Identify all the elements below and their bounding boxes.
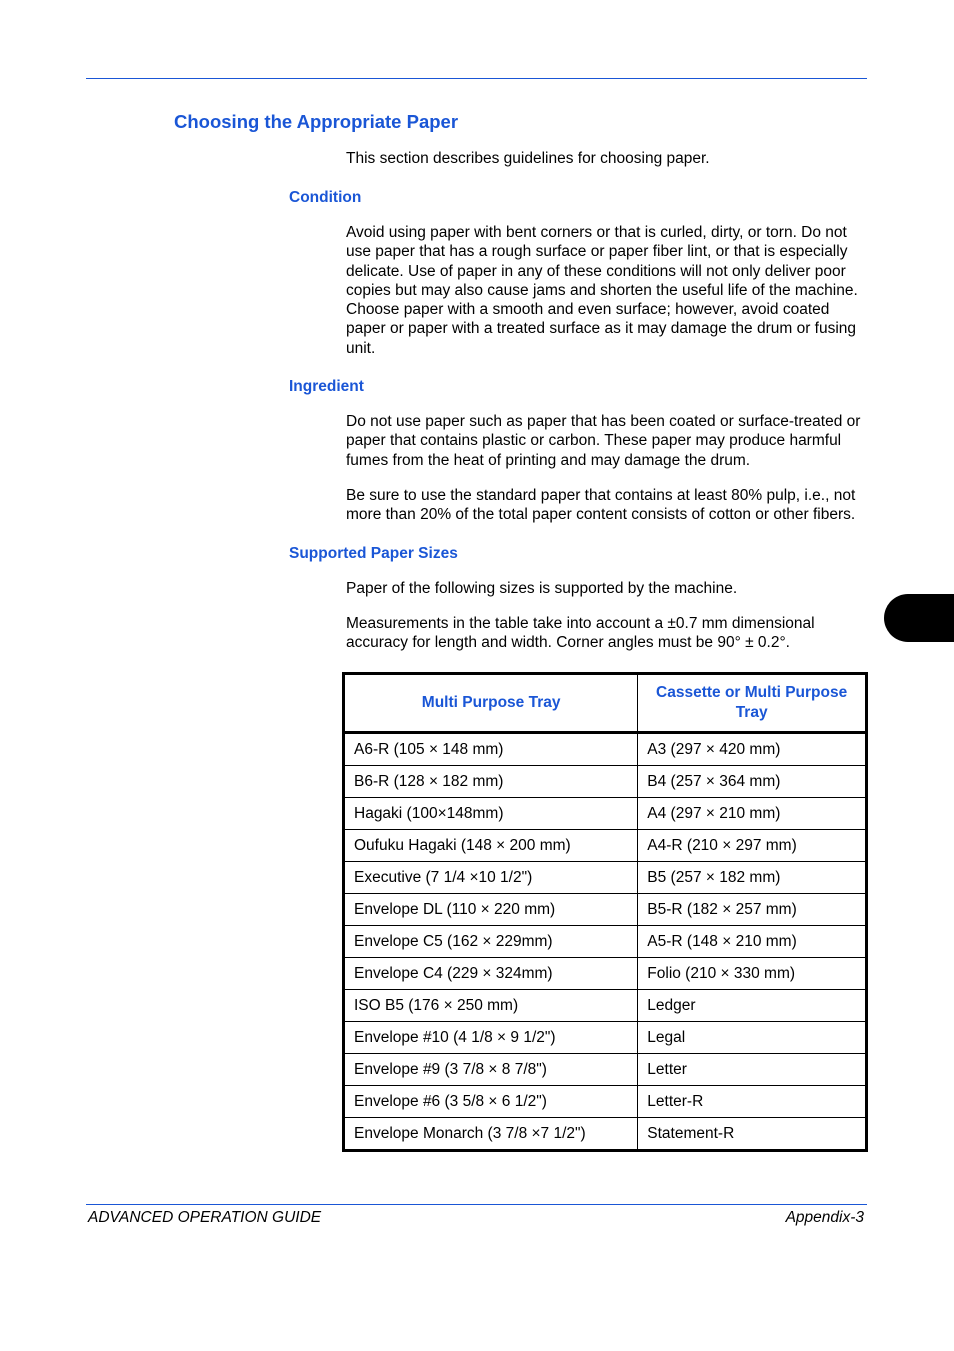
footer-rule	[86, 1204, 867, 1205]
table-cell: B6-R (128 × 182 mm)	[344, 766, 638, 798]
condition-text: Avoid using paper with bent corners or that is curled, dirty, or torn. Do not use paper that has a rough surface or paper fiber lint, or that is especially delicate. Use of paper in any of these conditions will not only deliver poor copies but may also cause jams and shorten the useful life of the machine. Choose paper with a smooth and even surface; however, avoid coated paper or paper with a treated surface as it may damage the drum or fusing unit.	[346, 224, 858, 357]
paper-sizes-text-1: Paper of the following sizes is supported by the machine.	[346, 580, 738, 597]
table-cell: A6-R (105 × 148 mm)	[344, 733, 638, 766]
ingredient-heading: Ingredient	[289, 378, 364, 395]
table-row	[344, 894, 867, 926]
table-cell: B4 (257 × 364 mm)	[638, 766, 867, 798]
table-cell: Envelope #10 (4 1/8 × 9 1/2")	[344, 1022, 638, 1054]
table-row	[344, 733, 867, 766]
table-cell: Executive (7 1/4 ×10 1/2")	[344, 862, 638, 894]
table-cell: ISO B5 (176 × 250 mm)	[344, 990, 638, 1022]
table-row	[344, 862, 867, 894]
table-cell: Envelope C4 (229 × 324mm)	[344, 958, 638, 990]
table-cell: Oufuku Hagaki (148 × 200 mm)	[344, 830, 638, 862]
paper-sizes-table	[342, 672, 868, 1152]
table-cell: A5-R (148 × 210 mm)	[638, 926, 867, 958]
table-cell: Letter-R	[638, 1086, 867, 1118]
header-rule	[86, 78, 867, 79]
table-cell: Legal	[638, 1022, 867, 1054]
paper-sizes-text-2: Measurements in the table take into account a ±0.7 mm dimensional accuracy for length and width. Corner angles must be 90° ± 0.2°.	[346, 615, 815, 652]
table-row	[344, 1054, 867, 1086]
table-cell: Envelope DL (110 × 220 mm)	[344, 894, 638, 926]
table-cell: Ledger	[638, 990, 867, 1022]
table-cell: B5-R (182 × 257 mm)	[638, 894, 867, 926]
table-cell: Statement-R	[638, 1118, 867, 1151]
table-cell: A3 (297 × 420 mm)	[638, 733, 867, 766]
table-row	[344, 766, 867, 798]
table-cell: A4-R (210 × 297 mm)	[638, 830, 867, 862]
table-row	[344, 1086, 867, 1118]
table-cell: A4 (297 × 210 mm)	[638, 798, 867, 830]
table-row	[344, 1118, 867, 1151]
condition-heading: Condition	[289, 189, 362, 206]
table-row	[344, 798, 867, 830]
ingredient-text-2: Be sure to use the standard paper that contains at least 80% pulp, i.e., not more than 20% of the total paper content consists of cotton or other fibers.	[346, 487, 856, 524]
table-cell: Envelope Monarch (3 7/8 ×7 1/2")	[344, 1118, 638, 1151]
table-row	[344, 990, 867, 1022]
table-row	[344, 830, 867, 862]
table-cell: Folio (210 × 330 mm)	[638, 958, 867, 990]
table-row	[344, 958, 867, 990]
table-row	[344, 1022, 867, 1054]
table-row	[344, 926, 867, 958]
intro-text: This section describes guidelines for choosing paper.	[346, 150, 710, 167]
table-cell: Envelope #9 (3 7/8 × 8 7/8")	[344, 1054, 638, 1086]
table-header-row	[344, 674, 867, 733]
ingredient-text-1: Do not use paper such as paper that has been coated or surface-treated or paper that contains plastic or carbon. These paper may produce harmful fumes from the heat of printing and may damage the drum.	[346, 413, 861, 469]
table-cell: B5 (257 × 182 mm)	[638, 862, 867, 894]
footer-page-number: Appendix-3	[785, 1209, 864, 1226]
table-cell: Hagaki (100×148mm)	[344, 798, 638, 830]
table-cell: Envelope #6 (3 5/8 × 6 1/2")	[344, 1086, 638, 1118]
section-tab-marker	[884, 594, 954, 642]
paper-sizes-heading: Supported Paper Sizes	[289, 545, 458, 562]
page-title: Choosing the Appropriate Paper	[174, 111, 459, 132]
table-cell: Letter	[638, 1054, 867, 1086]
table-cell: Envelope C5 (162 × 229mm)	[344, 926, 638, 958]
footer-guide-title: ADVANCED OPERATION GUIDE	[88, 1209, 322, 1226]
column-header-cassette-or-multi-purpose-tray: Cassette or Multi Purpose Tray	[638, 674, 867, 733]
column-header-multi-purpose-tray: Multi Purpose Tray	[344, 674, 638, 733]
